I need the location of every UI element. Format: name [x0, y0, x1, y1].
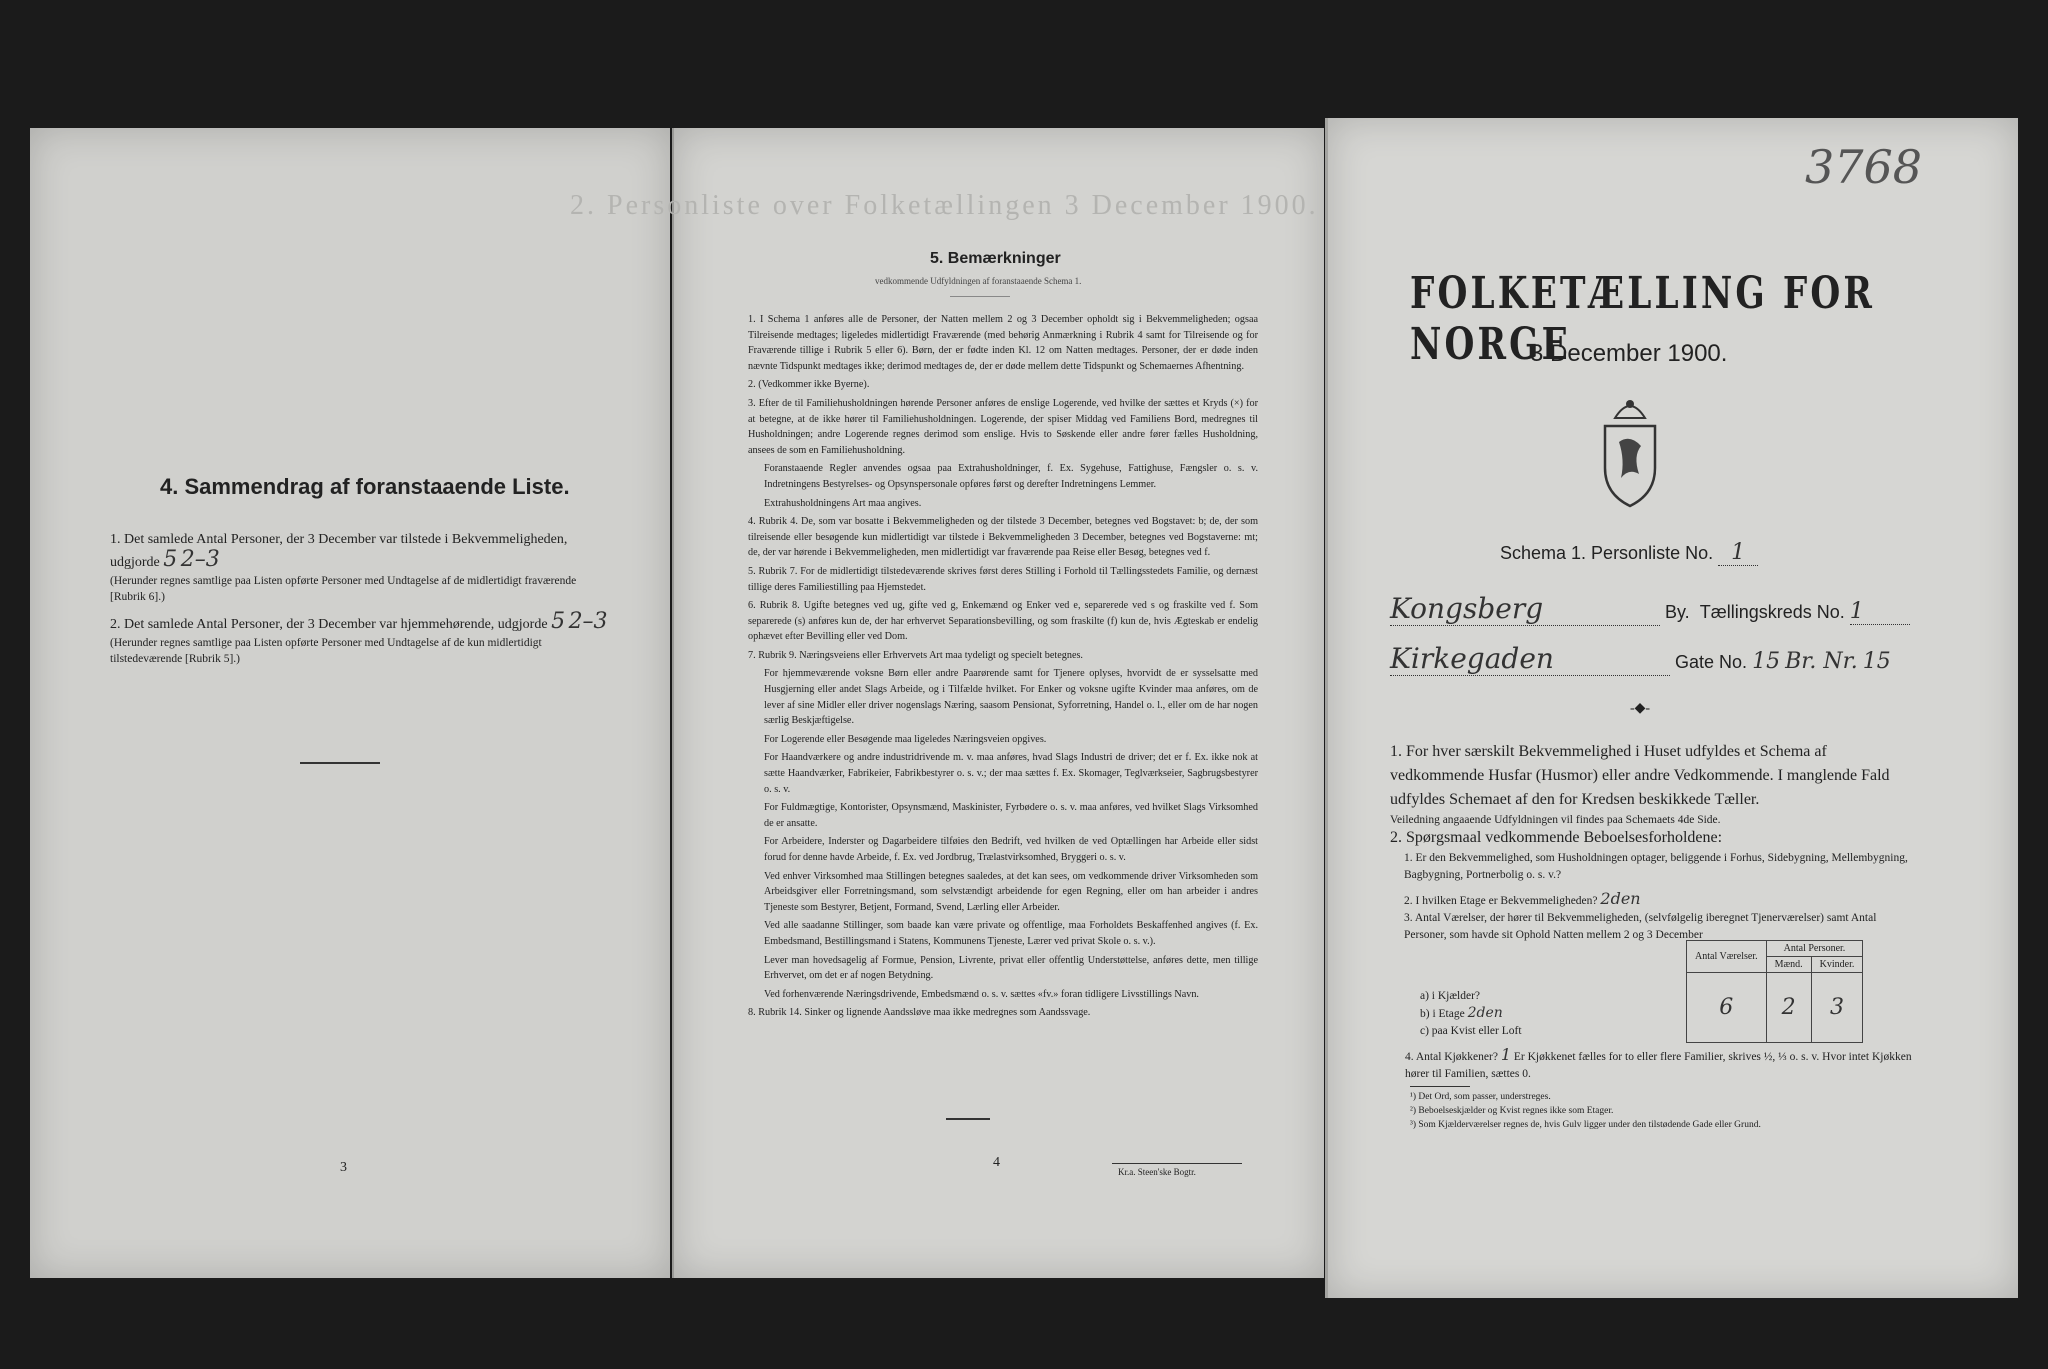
middle-divider [946, 1118, 990, 1120]
gate-number: 15 [1752, 649, 1781, 674]
district-number: 1 [1850, 599, 1910, 625]
summary-item-2-extra: 2–3 [568, 609, 608, 634]
remark-paragraph: Foranstaaende Regler anvendes ogsaa paa Extrahusholdninger, f. Ex. Sygehuse, Fattighuse, Fængsler o. s. v. Indretningens Bestyrelses- og Opsynspersonale opføres først og derefter Indretningens Lemmer. [764, 463, 1258, 490]
instruction-1 [1390, 740, 1910, 829]
remark-paragraph: Lever man hovedsagelig af Formue, Pension, Livrente, privat eller offentlig Understøttelse, anføres dette, men tillige Erhvervet, om det er af nogen Betydning. [764, 954, 1258, 982]
summary-item-1-extra: 2–3 [180, 547, 220, 572]
schema-line [1500, 540, 1758, 566]
question-2-answer: 2den [1600, 889, 1641, 908]
summary-item-2-note: (Herunder regnes samtlige paa Listen opførte Personer med Undtagelse af de kun midlertidigt tilstedeværende [Rubrik 5].) [110, 637, 542, 665]
men-value: 2 [1766, 973, 1811, 1043]
footnote-2: ²) Beboelseskjælder og Kvist regnes ikke som Etager. [1410, 1106, 1614, 1116]
remarks-list [748, 312, 1258, 1024]
left-page-number: 3 [340, 1160, 347, 1175]
summary-item-1-text: 1. Det samlede Antal Personer, der 3 December var tilstede i Bekvemmeligheden, udgjorde [110, 532, 568, 570]
remark-paragraph: Ved alle saadanne Stillinger, som baade kan være private og offentlige, maa Forholdets Beskaffenhed angives (f. Ex. Embedsmand, Bestillingsmand i Statens, Kommunens Tjeneste, Lærer ved privat Skole o. s. v.). [764, 920, 1258, 947]
footnote-3: ³) Som Kjælderværelser regnes de, hvis Gulv ligger under den tilstødende Gade eller Grund. [1410, 1120, 1761, 1130]
left-page [30, 128, 670, 1278]
census-title: FOLKETÆLLING FOR NORGE [1410, 268, 1876, 370]
left-divider [300, 762, 380, 764]
gate-label: Gate No. [1675, 652, 1748, 672]
remark-paragraph: Ved enhver Virksomhed maa Stillingen betegnes saaledes, at det kan sees, om vedkommende driver Virksomheden som Arbeidsgiver eller Forretningsmand, som selvstændigt arbeidende for egen Regning, eller om han arbeider i andres Tjeneste som Bestyrer, Betjent, Formand, Svend, Lærling eller Arbeider. [764, 870, 1258, 913]
ornament: -◆- [1630, 701, 1651, 716]
remark-paragraph: 8. Rubrik 14. Sinker og lignende Aandssløve maa ikke medregnes som Aandssvage. [748, 1007, 1091, 1019]
rooms-table [1686, 940, 1863, 1043]
summary-heading: 4. Sammendrag af foranstaaende Liste. [160, 474, 570, 499]
row-c-label: c) paa Kvist eller Loft [1420, 1025, 1522, 1037]
by-label: By. [1665, 602, 1690, 622]
town-value: Kongsberg [1390, 592, 1660, 626]
ghost-title: 2. Personliste over Folketællingen 3 December 1900. [570, 190, 1319, 221]
instruction-2-text: 2. Spørgsmaal vedkommende Beboelsesforholdene: [1390, 829, 1723, 846]
summary-item-2-text: 2. Det samlede Antal Personer, der 3 December var hjemmehørende, udgjorde [110, 617, 548, 632]
rooms-header: Antal Værelser. [1687, 941, 1767, 973]
question-2: 2. I hvilken Etage er Bekvemmeligheden? 2den [1404, 889, 1641, 908]
persons-header: Antal Personer. [1766, 941, 1863, 957]
row-a-label: a) i Kjælder? [1420, 990, 1481, 1002]
instruction-2 [1390, 826, 1910, 944]
street-line [1390, 642, 1930, 676]
footnote-rule [1410, 1086, 1470, 1087]
women-header: Kvinder. [1811, 957, 1863, 973]
summary-item-1-note: (Herunder regnes samtlige paa Listen opførte Personer med Undtagelse af de midlertidigt fraværende [Rubrik 6].) [110, 575, 577, 603]
summary-item-2-value: 5 [551, 609, 566, 634]
remark-paragraph: For hjemmeværende voksne Børn eller andre Paarørende samt for Tjenere oplyses, hvorvidt de er sysselsatte med Husgjerning eller andet Slags Arbeide, og i Tilfælde hvilket. For Enker og voksne ugifte Kvinder maa anføres, om de lever af sine Midler eller driver nogenslags Næring, saasom Pensionat, Syforretning, Handel o. l., eller om de har nogen særlig Beskjæftigelse. [764, 668, 1258, 727]
summary-item-1 [110, 530, 610, 605]
remark-paragraph: For Fuldmægtige, Kontorister, Opsynsmænd, Maskinister, Fyrbødere o. s. v. maa anføres, ved hvilket Slags Virksomhed de er ansatte. [764, 802, 1258, 829]
remark-paragraph: Ved forhenværende Næringsdrivende, Embedsmænd o. s. v. sættes «fv.» foran tidligere Livsstillings Navn. [764, 988, 1199, 1000]
schema-number: 1 [1718, 540, 1758, 566]
footnote-1: ¹) Det Ord, som passer, understreges. [1410, 1092, 1551, 1102]
remark-paragraph: 2. (Vedkommer ikke Byerne). [748, 379, 870, 391]
question-1: 1. Er den Bekvemmelighed, som Husholdningen optager, beliggende i Forhus, Sidebygning, Mellembygning, Bagbygning, Portnerbolig o. s. v.? [1404, 852, 1908, 881]
street-value: Kirkegaden [1390, 642, 1670, 676]
rooms-value: 6 [1687, 973, 1767, 1043]
schema-label: Schema 1. Personliste No. [1500, 543, 1714, 563]
remark-paragraph: For Logerende eller Besøgende maa ligeledes Næringsveien opgives. [764, 733, 1047, 745]
remark-paragraph: 5. Rubrik 7. For de midlertidigt tilstedeværende skrives først deres Stilling i Forhold til Tællingsstedets Familie, og dernæst tillige deres Familiestilling paa Hjemstedet. [748, 565, 1258, 593]
district-label: Tællingskreds No. [1699, 602, 1845, 622]
remark-paragraph: For Haandværkere og andre industridrivende m. v. maa anføres, hvad Slags Industri de driver; det er f. Ex. ikke nok at sætte Haandværker, Fabrikeier, Fabrikbestyrer o. s. v.; der maa sættes f. Ex. Skomager, Teglværkseier, Sagbrugsbestyrer o. s. v. [764, 752, 1258, 795]
remark-paragraph: 6. Rubrik 8. Ugifte betegnes ved ug, gifte ved g, Enkemænd og Enker ved e, separerede ved s og fraskilte ved f. Som separerede (s) anføres kun de, der har erhvervet Separationsbevilling, og som fraskilte (f) kun de, hvis Ægteskab er endelig ophævet efter Bevilling eller ved Dom. [748, 600, 1258, 643]
town-line [1390, 592, 1930, 626]
middle-page-number: 4 [993, 1155, 1000, 1170]
question-4-answer: 1 [1500, 1045, 1511, 1064]
catalog-number: 3768 [1805, 140, 1923, 194]
remarks-heading: 5. Bemærkninger [930, 250, 1061, 267]
remark-paragraph: For Arbeidere, Inderster og Dagarbeidere tilføies den Bedrift, ved hvilken de ved Optællingen har Arbeide eller sidst forud for denne havde Arbeide, f. Ex. ved Jordbrug, Trælastvirksomhed, Bryggeri o. s. v. [764, 836, 1258, 863]
men-header: Mænd. [1766, 957, 1811, 973]
summary-item-1-value: 5 [163, 547, 178, 572]
printer-rule [1112, 1163, 1242, 1164]
census-date: 3 December 1900. [1530, 340, 1728, 367]
floor-rows [1420, 988, 1680, 1040]
remarks-sub-rule [950, 296, 1010, 297]
instruction-1-note: Veiledning angaaende Udfyldningen vil findes paa Schemaets 4de Side. [1390, 814, 1721, 826]
remark-paragraph: 3. Efter de til Familiehusholdningen hørende Personer anføres de enslige Logerende, ved hvilke der sættes et Kryds (×) for at betegne, at de ikke hører til Familiehusholdningen. Logerende, der spiser Middag ved Familiens Bord, medregnes til Husholdningen; andre Logerende regnes derimod som enslige. Hvis to Søskende eller andre fører fælles Husholdning, ansees de som en Familiehusholdning. [748, 397, 1258, 456]
remark-paragraph: 7. Rubrik 9. Næringsveiens eller Erhvervets Art maa tydeligt og specielt betegnes. [748, 649, 1083, 661]
remark-paragraph: 4. Rubrik 4. De, som var bosatte i Bekvemmeligheden og der tilstede 3 December, betegnes ved Bogstavet: b; de, der som tilreisende eller besøgende kun midlertidigt var tilstede i Bekvemmeligheden 3 December, betegnes ved Bogstaverne: mt; de, der var hørende i Bekvemmeligheden, men midlertidigt var fraværende paa Reise eller Besøg, betegnes ved f. [748, 516, 1258, 559]
women-value: 3 [1811, 973, 1863, 1043]
br-label: Br. Nr. [1785, 649, 1858, 674]
coat-of-arms-icon [1595, 390, 1665, 510]
footnotes [1410, 1090, 1761, 1132]
br-number: 15 [1862, 649, 1891, 674]
row-b-hand: 2den [1467, 1005, 1503, 1021]
instruction-1-text: 1. For hver særskilt Bekvemmelighed i Huset udfyldes et Schema af vedkommende Husfar (Husmor) eller andre Vedkommende. I manglende Fald udfyldes Schemaet af den for Kredsen beskikkede Tæller. [1390, 743, 1890, 808]
printer-credit: Kr.a. Steen'ske Bogtr. [1118, 1167, 1196, 1177]
remark-paragraph: Extrahusholdningens Art maa angives. [764, 497, 922, 509]
row-b: b) i Etage 2den [1420, 1005, 1503, 1021]
remarks-subheading: vedkommende Udfyldningen af foranstaaende Schema 1. [875, 276, 1082, 286]
summary-item-2 [110, 609, 610, 667]
question-4: 4. Antal Kjøkkener? 1 Er Kjøkkenet fælles for to eller flere Familier, skrives ½, ⅓ o. s. v. Hvor intet Kjøkken hører til Familien, sættes 0. [1405, 1045, 1912, 1080]
question-3: 3. Antal Værelser, der hører til Bekvemmeligheden, (selvfølgelig iberegnet Tjenerværelser) samt Antal Personer, som havde sit Ophold Natten mellem 2 og 3 December [1404, 912, 1877, 941]
remark-paragraph: 1. I Schema 1 anføres alle de Personer, der Natten mellem 2 og 3 December opholdt sig i Bekvemmeligheden; ogsaa Tilreisende medtages; ligeledes midlertidigt Fraværende (med behørig Anmærkning i Rubrik 4 samt for Tilreisende og for Fraværende tillige i Rubrik 5 eller 6). Børn, der er fødte inden Kl. 12 om Natten medtages. Personer, der er døde inden nævnte Tidspunkt medtages ikke; derimod medtages de, der er døde mellem dette Tidspunkt og Schemaernes Afhentning. [748, 314, 1258, 372]
